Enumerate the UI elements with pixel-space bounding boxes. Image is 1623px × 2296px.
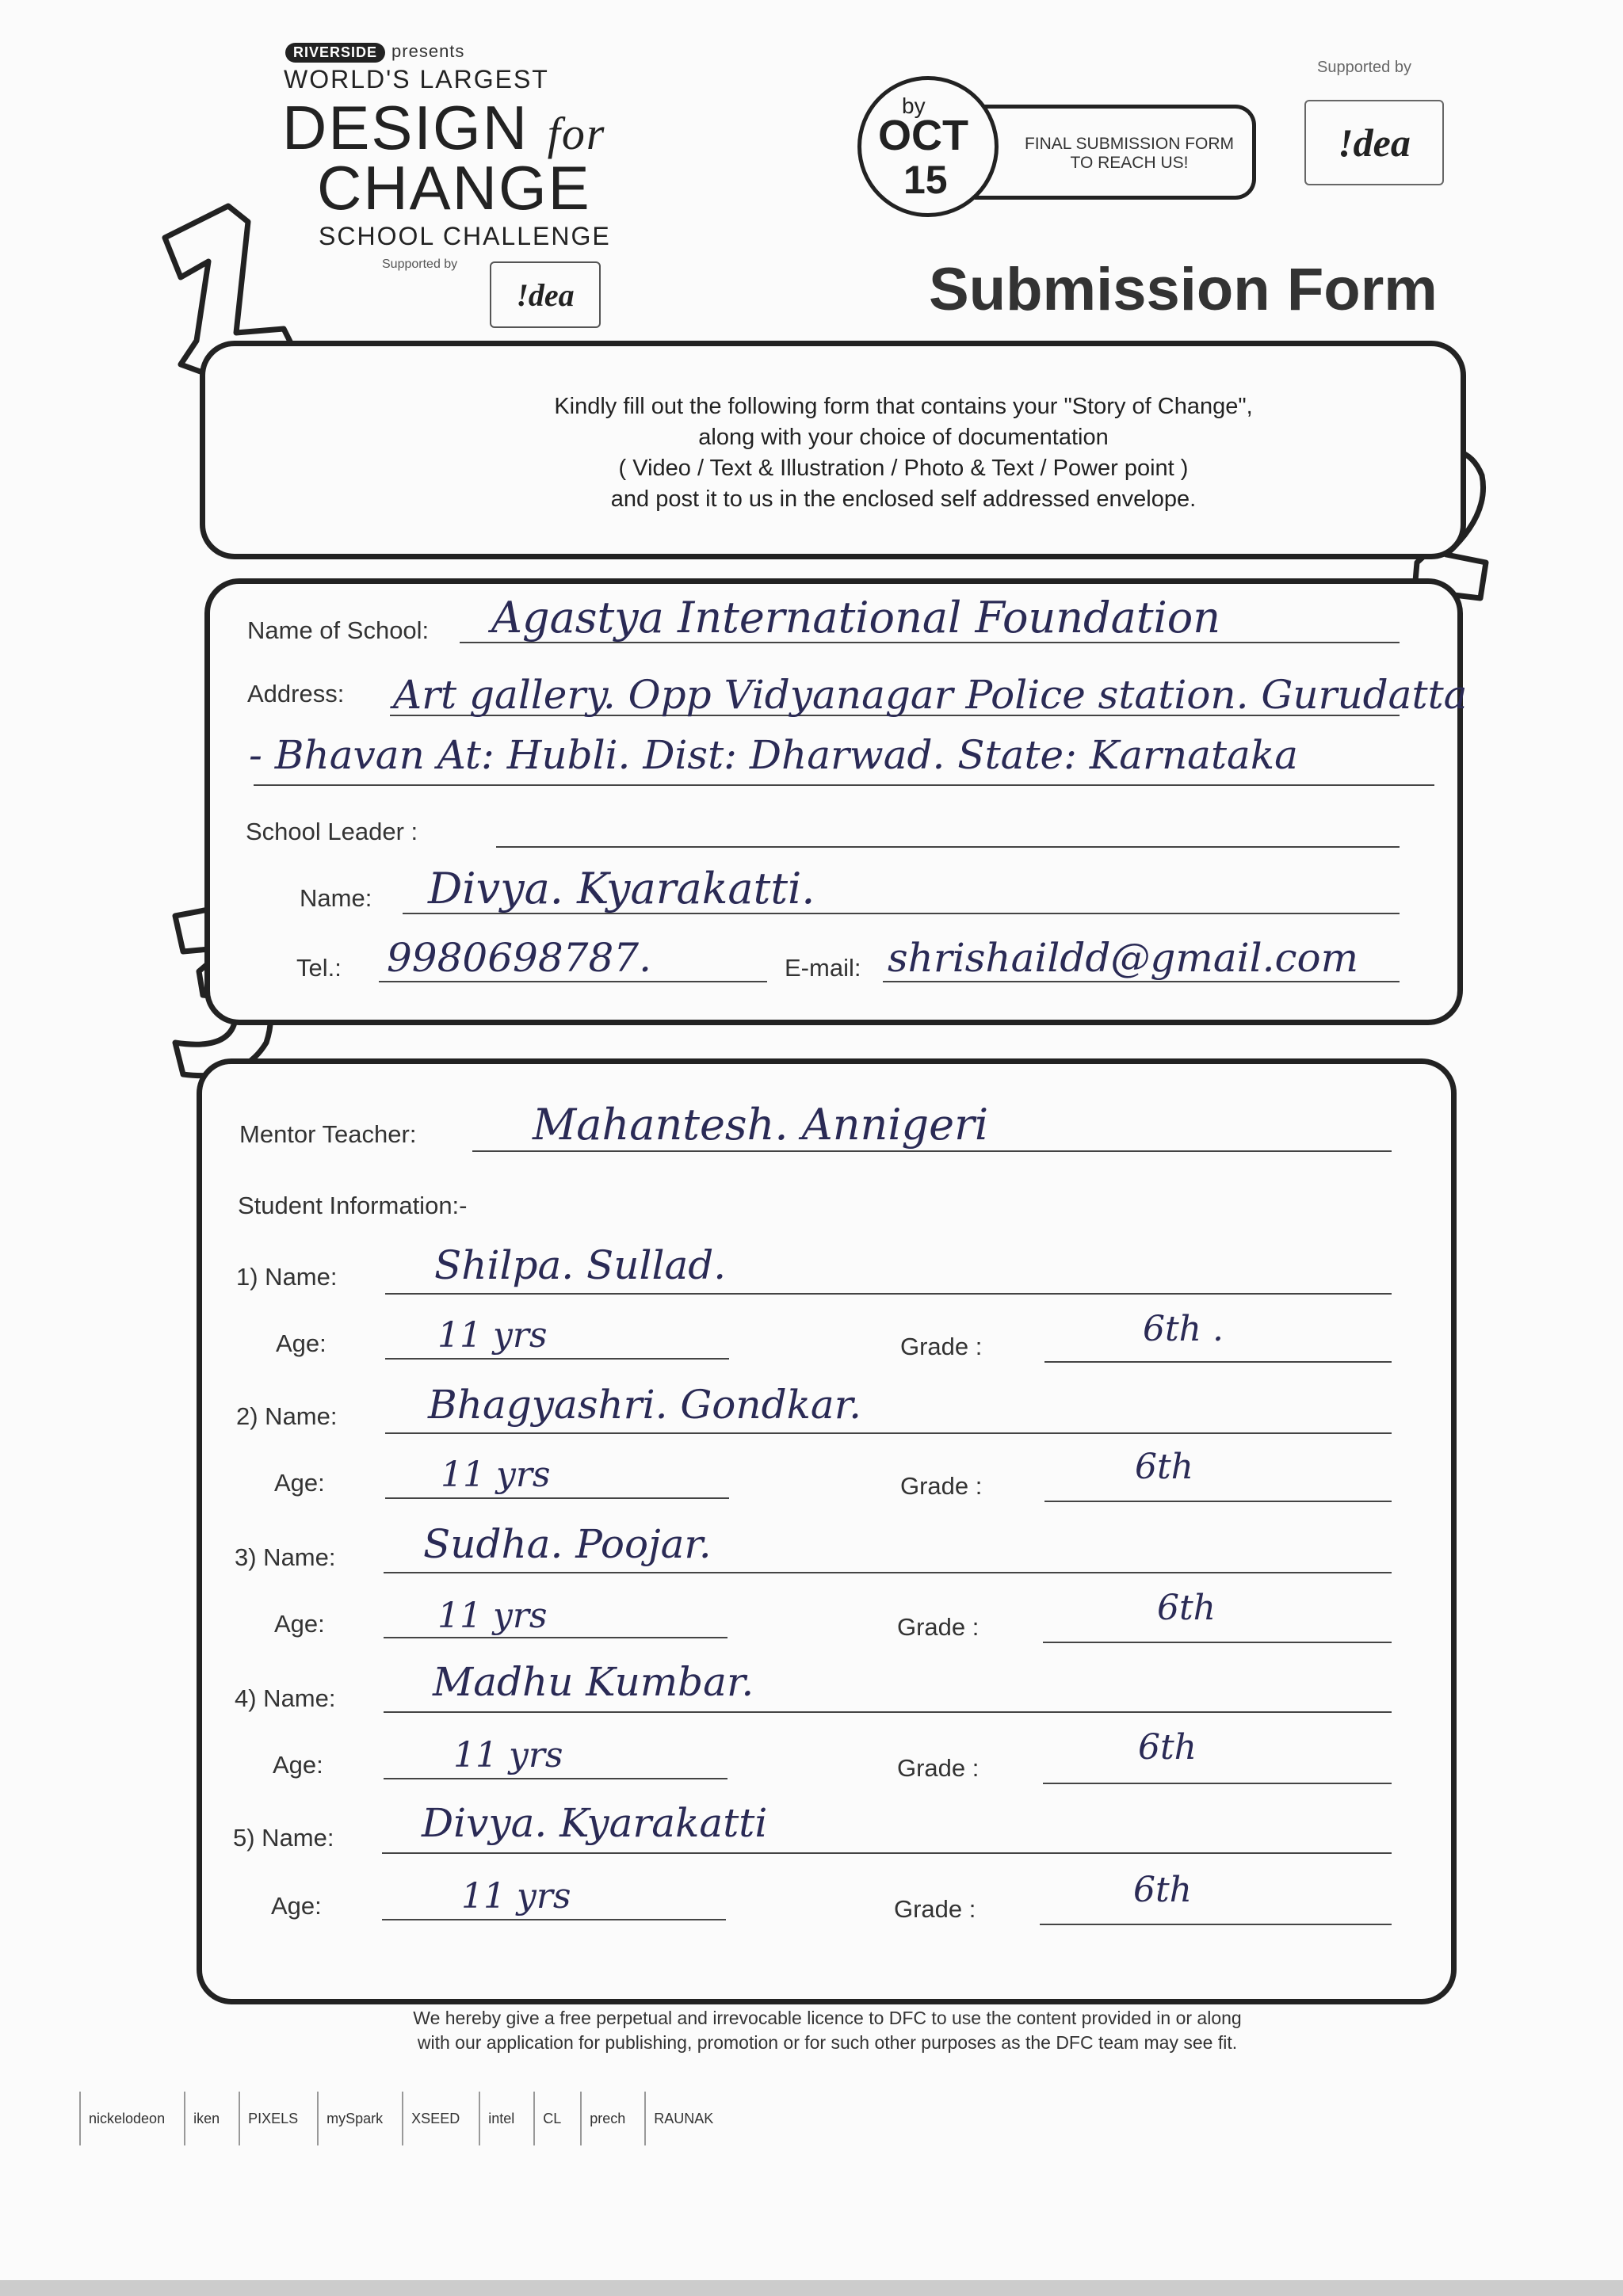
- student-4-name[interactable]: Madhu Kumbar.: [433, 1659, 754, 1705]
- student-1-name[interactable]: Shilpa. Sullad.: [434, 1242, 727, 1288]
- tel-label: Tel.:: [296, 954, 342, 982]
- leader-name-label: Name:: [300, 884, 372, 912]
- idea-logo-right: !dea: [1304, 100, 1444, 185]
- student-4-name-label: 4) Name:: [235, 1684, 336, 1712]
- student-2-grade[interactable]: 6th: [1135, 1447, 1194, 1487]
- student-5-grade[interactable]: 6th: [1133, 1870, 1193, 1910]
- brand-school-challenge: SCHOOL CHALLENGE: [319, 222, 611, 250]
- brand-change: CHANGE: [317, 153, 591, 223]
- school-name-value[interactable]: Agastya International Foundation: [491, 593, 1221, 643]
- partner-logo-3: PIXELS: [239, 2092, 306, 2145]
- deadline-note: FINAL SUBMISSION FORM TO REACH US!: [1024, 135, 1235, 172]
- partner-logo-7: CL: [533, 2092, 569, 2145]
- student-5-age[interactable]: 11 yrs: [461, 1876, 571, 1917]
- partner-logo-9: RAUNAK: [644, 2092, 721, 2145]
- supported-by-small: Supported by: [382, 257, 458, 271]
- student-2-grade-label: Grade :: [900, 1472, 983, 1500]
- student-4-grade[interactable]: 6th: [1138, 1727, 1197, 1768]
- student-3-name-label: 3) Name:: [235, 1543, 336, 1571]
- student-3-age[interactable]: 11 yrs: [437, 1596, 548, 1636]
- deadline-month: OCT: [878, 112, 968, 159]
- student-1-grade-label: Grade :: [900, 1333, 983, 1360]
- student-5-age-line: [382, 1919, 726, 1920]
- tel-value[interactable]: 9980698787.: [387, 935, 652, 981]
- student-1-age-label: Age:: [276, 1329, 327, 1357]
- address-line-2: [254, 784, 1434, 786]
- student-info-label: Student Information:-: [238, 1192, 468, 1219]
- brand-design: DESIGN for: [282, 93, 606, 162]
- leader-name-value[interactable]: Divya. Kyarakatti.: [428, 864, 815, 913]
- student-3-name-line: [384, 1572, 1392, 1573]
- student-4-grade-line: [1043, 1783, 1392, 1784]
- idea-logo-small: !dea: [490, 261, 601, 328]
- supported-by-right: Supported by: [1317, 59, 1411, 76]
- partner-logo-2: iken: [184, 2092, 227, 2145]
- student-1-age-line: [385, 1358, 729, 1360]
- student-2-age[interactable]: 11 yrs: [441, 1455, 551, 1495]
- student-5-name-label: 5) Name:: [233, 1824, 334, 1852]
- student-5-age-label: Age:: [271, 1892, 322, 1920]
- brand-line-1: WORLD'S LARGEST: [284, 65, 549, 93]
- email-label: E-mail:: [785, 954, 861, 982]
- school-leader-label: School Leader :: [246, 818, 418, 845]
- student-4-age[interactable]: 11 yrs: [453, 1735, 563, 1775]
- student-2-age-label: Age:: [274, 1469, 325, 1497]
- student-3-age-line: [384, 1637, 727, 1638]
- student-2-name-label: 2) Name:: [236, 1402, 338, 1430]
- student-1-name-line: [385, 1293, 1392, 1295]
- student-2-grade-line: [1044, 1501, 1392, 1502]
- sponsor-pill: RIVERSIDE: [285, 43, 385, 63]
- student-4-age-label: Age:: [273, 1751, 323, 1779]
- scan-edge: [0, 2280, 1623, 2296]
- partner-logo-4: mySpark: [317, 2092, 391, 2145]
- presents-line: RIVERSIDE presents: [285, 41, 464, 63]
- student-4-grade-label: Grade :: [897, 1754, 980, 1782]
- email-value[interactable]: shrishaildd@gmail.com: [888, 935, 1359, 981]
- student-4-age-line: [384, 1778, 727, 1779]
- student-5-grade-line: [1040, 1924, 1392, 1925]
- mentor-label: Mentor Teacher:: [239, 1120, 417, 1148]
- mentor-line: [472, 1150, 1392, 1152]
- student-3-name[interactable]: Sudha. Poojar.: [423, 1521, 712, 1567]
- student-1-name-label: 1) Name:: [236, 1263, 338, 1291]
- partner-logo-6: intel: [479, 2092, 522, 2145]
- student-5-name[interactable]: Divya. Kyarakatti: [422, 1800, 768, 1846]
- student-5-name-line: [382, 1852, 1392, 1854]
- partner-logo-strip: [79, 2082, 1569, 2155]
- deadline-day: 15: [903, 158, 948, 202]
- partner-logo-8: prech: [580, 2092, 633, 2145]
- student-3-grade-label: Grade :: [897, 1613, 980, 1641]
- student-1-grade[interactable]: 6th .: [1143, 1309, 1224, 1349]
- license-footer: We hereby give a free perpetual and irrevocable licence to DFC to use the content provided in or along with our application for publishing, promotion or for such other purposes as the DFC team may see fit.: [413, 2008, 1242, 2053]
- student-1-grade-line: [1044, 1361, 1392, 1363]
- school-name-label: Name of School:: [247, 616, 430, 644]
- address-value-1[interactable]: Art gallery. Opp Vidyanagar Police station. Gurudatta: [393, 672, 1468, 718]
- deadline-by: by: [902, 93, 926, 118]
- student-2-age-line: [385, 1497, 729, 1499]
- address-value-2[interactable]: - Bhavan At: Hubli. Dist: Dharwad. State: Karnataka: [249, 732, 1298, 778]
- mentor-value[interactable]: Mahantesh. Annigeri: [533, 1100, 989, 1150]
- tel-line: [379, 981, 767, 982]
- form-title: Submission Form: [929, 256, 1438, 323]
- school-leader-line: [496, 846, 1400, 848]
- student-4-name-line: [384, 1711, 1392, 1713]
- partner-logo-5: XSEED: [402, 2092, 468, 2145]
- student-1-age[interactable]: 11 yrs: [437, 1315, 548, 1356]
- address-label: Address:: [247, 680, 345, 707]
- intro-text: Kindly fill out the following form that contains your "Story of Change", along with your choice of documentation ( Video / Text & Illustration / Photo & Text / Power point ) and post it to us in the enclosed self addressed envelope.: [554, 394, 1253, 512]
- email-line: [883, 981, 1400, 982]
- student-2-name-line: [385, 1432, 1392, 1434]
- student-3-age-label: Age:: [274, 1610, 325, 1638]
- student-5-grade-label: Grade :: [894, 1895, 976, 1923]
- partner-logo-1: nickelodeon: [79, 2092, 173, 2145]
- student-3-grade[interactable]: 6th: [1157, 1588, 1216, 1628]
- student-3-grade-line: [1043, 1642, 1392, 1643]
- student-2-name[interactable]: Bhagyashri. Gondkar.: [428, 1382, 862, 1428]
